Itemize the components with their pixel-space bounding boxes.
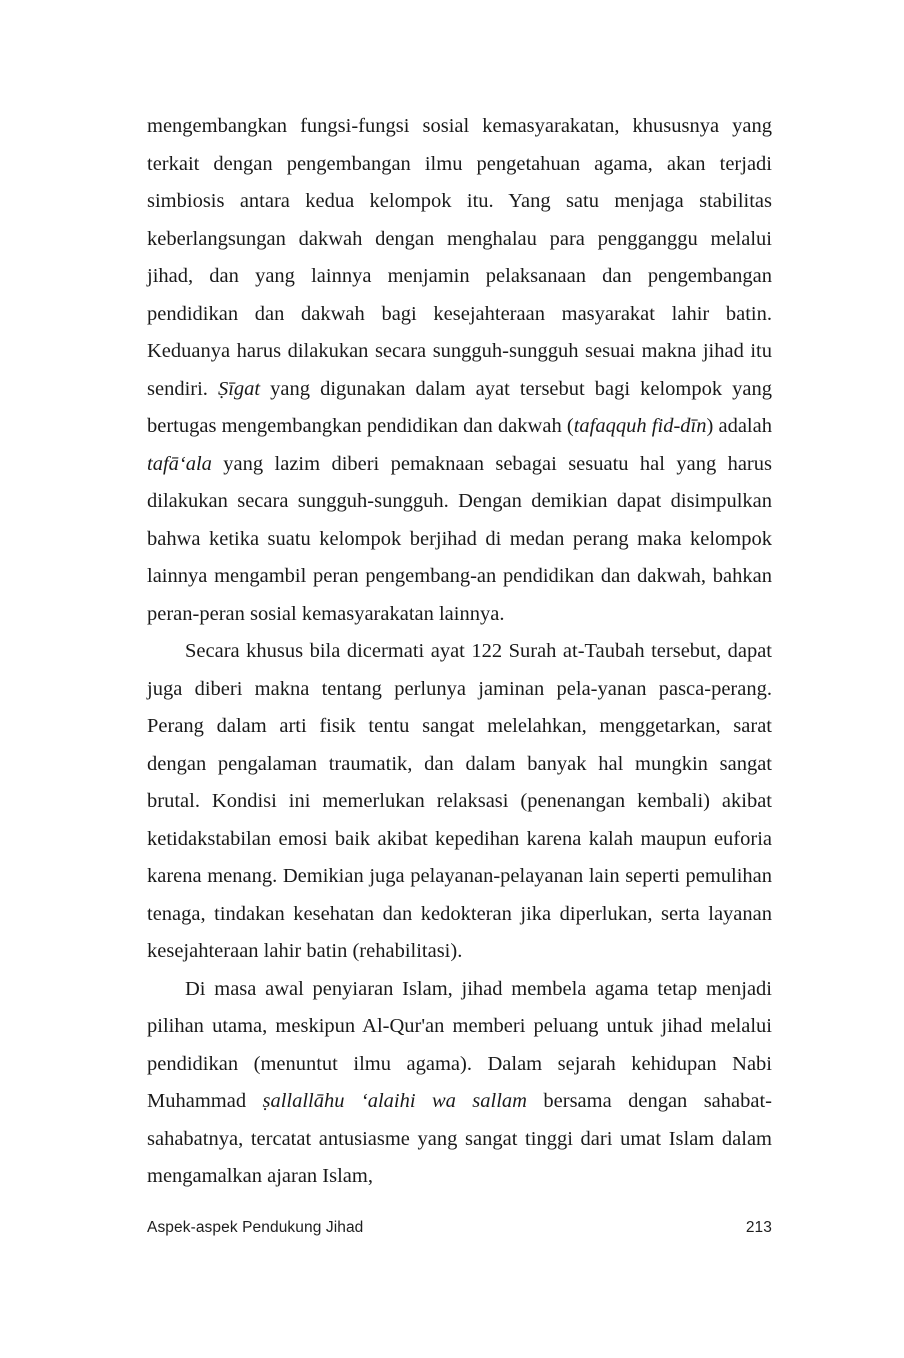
italic-term: tafā‘ala xyxy=(147,452,212,475)
italic-term: Ṣīgat xyxy=(217,377,261,400)
running-title: Aspek-aspek Pendukung Jihad xyxy=(147,1219,364,1236)
page-body xyxy=(147,108,772,1196)
page-number: 213 xyxy=(745,1219,772,1236)
paragraph: Di masa awal penyiaran Islam, jihad membela agama tetap menjadi pilihan utama, meskipun Al-Qur'an memberi peluang untuk jihad melalui pendidikan (menuntut ilmu agama). Dalam sejarah kehidupan Nabi Muhammad ṣallallāhu ‘alaihi wa sallam bersama dengan sahabat-sahabatnya, tercatat antusiasme yang sangat tinggi dari umat Islam dalam mengamalkan ajaran Islam, xyxy=(147,977,772,1187)
page-footer xyxy=(147,1219,772,1237)
italic-term: ṣallallāhu ‘alaihi wa sallam xyxy=(262,1090,527,1112)
paragraph: Secara khusus bila dicermati ayat 122 Surah at-Taubah tersebut, dapat juga diberi makna tentang perlunya jaminan pela-yanan pasca-perang. Perang dalam arti fisik tentu sangat melelahkan, menggetarkan, sarat dengan pengalaman traumatik, dan dalam banyak hal mungkin sangat brutal. Kondisi ini memerlukan relaksasi (penenangan kembali) akibat ketidakstabilan emosi baik akibat kepedihan karena kalah maupun euforia karena menang. Demikian juga pelayanan-pelayanan lain seperti pemulihan tenaga, tindakan kesehatan dan kedokteran jika diperlukan, serta layanan kesejahteraan lahir batin (rehabilitasi). xyxy=(147,640,772,962)
paragraph: mengembangkan fungsi-fungsi sosial kemasyarakatan, khususnya yang terkait dengan pengembangan ilmu pengetahuan agama, akan terjadi simbiosis antara kedua kelompok itu. Yang satu menjaga stabilitas keberlangsungan dakwah dengan menghalau para pengganggu melalui jihad, dan yang lainnya menjamin pelaksanaan dan pengembangan pendidikan dan dakwah bagi kesejahteraan masyarakat lahir batin. Keduanya harus dilakukan secara sungguh-sungguh sesuai makna jihad itu sendiri. Ṣīgat yang digunakan dalam ayat tersebut bagi kelompok yang bertugas mengembangkan pendidikan dan dakwah (tafaqquh fid-dīn) adalah tafā‘ala yang lazim diberi pemaknaan sebagai sesuatu hal yang harus dilakukan secara sungguh-sungguh. Dengan demikian dapat disimpulkan bahwa ketika suatu kelompok berjihad di medan perang maka kelompok lainnya mengambil peran pengembang-an pendidikan dan dakwah, bahkan peran-peran sosial kemasyarakatan lainnya. xyxy=(147,115,772,625)
italic-term: tafaqquh fid-dīn xyxy=(573,415,707,437)
